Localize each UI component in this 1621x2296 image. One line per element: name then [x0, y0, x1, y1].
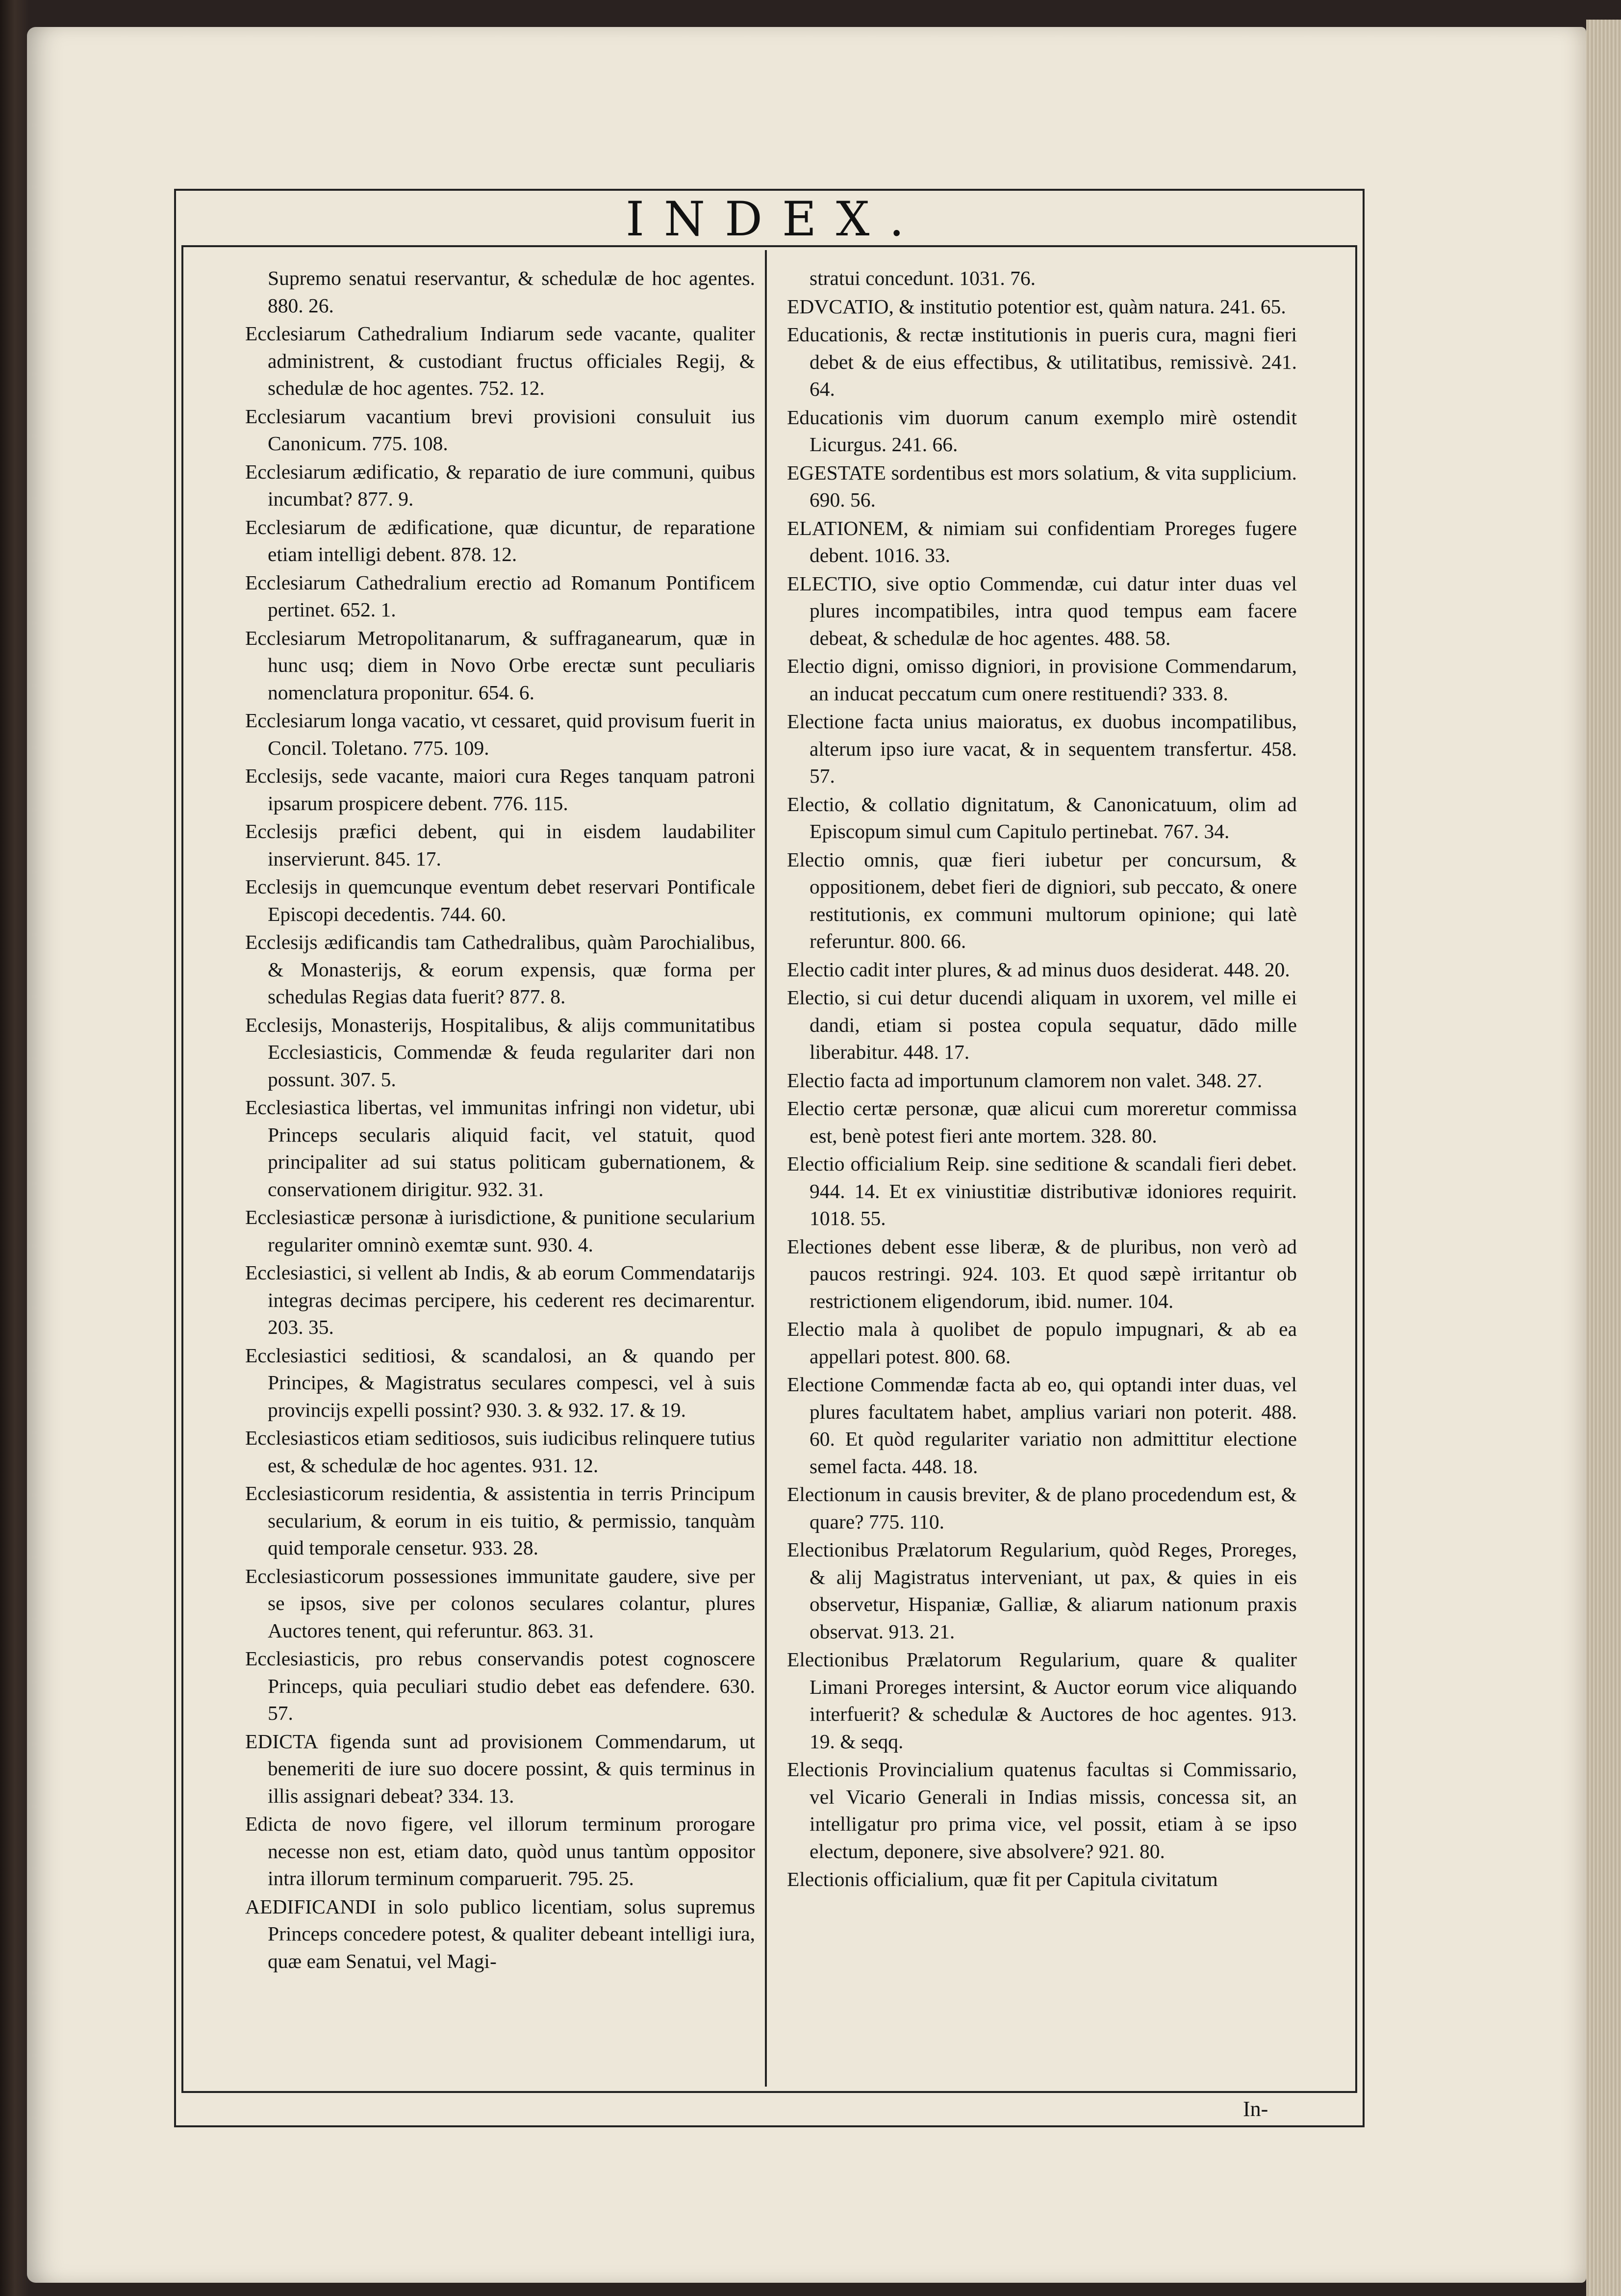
index-entry: Ecclesiarum vacantium brevi provisioni consuluit ius Canonicum. 775. 108.	[245, 405, 755, 455]
index-entry: Electio omnis, quæ fieri iubetur per concursum, & oppositionem, debet fieri de digniori, sub peccato, & onere restitutionis, ex communi multorum opinione; qui latè referuntur. 800. 66.	[787, 848, 1297, 952]
index-entry: EDICTA figenda sunt ad provisionem Commendarum, ut benemeriti de iure suo docere possint, & quis terminus in illis assignari debeat? 334. 13.	[245, 1730, 755, 1807]
index-entry: Ecclesijs, Monasterijs, Hospitalibus, & alijs communitatibus Ecclesiasticis, Commendæ & feuda regulariter dari non possunt. 307. 5.	[245, 1013, 755, 1091]
index-entry: Ecclesiastici seditiosi, & scandalosi, an & quando per Principes, & Magistratus seculares compesci, vel à suis provincijs expelli possint? 930. 3. & 932. 17. & 19.	[245, 1344, 755, 1421]
index-entry: Ecclesiarum ædificatio, & reparatio de iure communi, quibus incumbat? 877. 9.	[245, 460, 755, 510]
running-head: INDEX.	[626, 192, 924, 247]
index-entry: Ecclesiastica libertas, vel immunitas infringi non videtur, ubi Princeps secularis aliquid facit, vel statuit, quod principaliter ad sui status politicam gubernationem, & conservationem dirigitur. 932. 31.	[245, 1096, 755, 1200]
index-entry: Ecclesijs in quemcunque eventum debet reservari Pontificale Episcopi decedentis. 744. 60.	[245, 875, 755, 925]
index-entry: Electio cadit inter plures, & ad minus duos desiderat. 448. 20.	[787, 958, 1290, 981]
index-entry: ELATIONEM, & nimiam sui confidentiam Proreges fugere debent. 1016. 33.	[787, 516, 1297, 566]
index-entry: Ecclesiarum Cathedralium Indiarum sede vacante, qualiter administrent, & custodiant fructus officiales Regij, & schedulæ de hoc agentes. 752. 12.	[245, 322, 755, 399]
index-entry: EGESTATE sordentibus est mors solatium, & vita supplicium. 690. 56.	[787, 461, 1297, 511]
index-entry: Electione facta unius maioratus, ex duobus incompatilibus, alterum ipso iure vacat, & in sequentem transfertur. 458. 57.	[787, 710, 1297, 787]
catchword: In-	[1243, 2097, 1268, 2121]
index-entry: Ecclesiarum longa vacatio, vt cessaret, quid provisum fuerit in Concil. Toletano. 775. 109.	[245, 709, 755, 759]
page-fore-edge	[1586, 20, 1621, 2296]
index-entry: Ecclesiasticæ personæ à iurisdictione, & punitione secularium regulariter omninò exemtæ sunt. 930. 4.	[245, 1206, 755, 1256]
index-entry: Electionis Provincialium quatenus facultas si Commissario, vel Vicario Generali in Indias missis, concessa sit, an intelligatur pro prima vice, vel possit, etiam à se ipso electum, deponere, sive absolvere? 921. 80.	[787, 1758, 1297, 1862]
index-entry: Ecclesiarum Cathedralium erectio ad Romanum Pontificem pertinet. 652. 1.	[245, 571, 755, 621]
index-entry: ELECTIO, sive optio Commendæ, cui datur inter duas vel plures incompatibiles, intra quod tempus eam facere debeat, & schedulæ de hoc agentes. 488. 58.	[787, 572, 1297, 649]
index-entry: stratui concedunt. 1031. 76.	[810, 267, 1036, 289]
index-entry: Electionibus Prælatorum Regularium, quare & qualiter Limani Proreges intersint, & Auctor eorum vice aliquando interfuerit? & schedulæ & Auctores de hoc agentes. 913. 19. & seqq.	[787, 1648, 1297, 1753]
column-divider	[765, 250, 767, 2087]
index-entry: Electiones debent esse liberæ, & de pluribus, non verò ad paucos restringi. 924. 103. Et quod sæpè irritantur ob restrictionem eligendorum, ibid. numer. 104.	[787, 1235, 1297, 1312]
index-entry: Ecclesiarum Metropolitanarum, & suffraganearum, quæ in hunc usq; diem in Novo Orbe erectæ sunt peculiaris nomenclatura proponitur. 654. 6.	[245, 626, 755, 704]
left-index-column	[245, 265, 755, 2050]
index-entry: Supremo senatui reservantur, & schedulæ de hoc agentes. 880. 26.	[268, 267, 755, 317]
index-entry: Ecclesiastici, si vellent ab Indis, & ab eorum Commendatarijs integras decimas percipere, his cederent res decimarentur. 203. 35.	[245, 1261, 755, 1338]
index-entry: Ecclesiasticis, pro rebus conservandis potest cognoscere Princeps, quia peculiari studio debet eas defendere. 630. 57.	[245, 1647, 755, 1724]
index-entry: Electio digni, omisso digniori, in provisione Commendarum, an inducat peccatum cum onere restituendi? 333. 8.	[787, 655, 1297, 705]
index-entry: Electionibus Prælatorum Regularium, quòd Reges, Proreges, & alij Magistratus interveniant, ut pax, & quies in eis observetur, Hispaniæ, Galliæ, & aliarum nationum praxis observat. 913. 21.	[787, 1538, 1297, 1643]
right-index-column	[787, 265, 1297, 2050]
index-entry: Educationis, & rectæ institutionis in pueris cura, magni fieri debet & de eius effectibus, & utilitatibus, remissivè. 241. 64.	[787, 323, 1297, 400]
index-entry: Electio certæ personæ, quæ alicui cum moreretur commissa est, benè potest fieri ante mortem. 328. 80.	[787, 1097, 1297, 1147]
index-entry: Edicta de novo figere, vel illorum terminum prorogare necesse non est, etiam dato, quòd unus tantùm oppositor intra illorum terminum comparuerit. 795. 25.	[245, 1812, 755, 1889]
index-entry: Ecclesiasticorum residentia, & assistentia in terris Principum secularium, & eorum in eis tuitio, & permissio, tanquàm quid temporale censetur. 933. 28.	[245, 1482, 755, 1559]
index-entry: EDVCATIO, & institutio potentior est, quàm natura. 241. 65.	[787, 295, 1286, 318]
index-entry: Educationis vim duorum canum exemplo mirè ostendit Licurgus. 241. 66.	[787, 406, 1297, 456]
index-entry: Ecclesijs, sede vacante, maiori cura Reges tanquam patroni ipsarum prospicere debent. 776. 115.	[245, 765, 755, 815]
index-entry: Electio, & collatio dignitatum, & Canonicatuum, olim ad Episcopum simul cum Capitulo pertinebat. 767. 34.	[787, 792, 1297, 842]
index-entry: Electio mala à quolibet de populo impugnari, & ab ea appellari potest. 800. 68.	[787, 1318, 1297, 1368]
index-entry: Ecclesiasticorum possessiones immunitate gaudere, sive per se ipsos, sive per colonos seculares colantur, plures Auctores tenent, qui referuntur. 863. 31.	[245, 1564, 755, 1642]
index-entry: Electionis officialium, quæ fit per Capitula civitatum	[787, 1868, 1218, 1890]
index-entry: Electio, si cui detur ducendi aliquam in uxorem, vel mille ei dandi, etiam si postea copula sequatur, dādo mille liberabitur. 448. 17.	[787, 986, 1297, 1063]
index-entry: Electio officialium Reip. sine seditione & scandali fieri debet. 944. 14. Et ex viniustitiæ distributivæ idoniores requirit. 1018. 55.	[787, 1152, 1297, 1229]
index-entry: Electionum in causis breviter, & de plano procedendum est, & quare? 775. 110.	[787, 1483, 1297, 1533]
index-entry: Ecclesiasticos etiam seditiosos, suis iudicibus relinquere tutius est, & schedulæ de hoc agentes. 931. 12.	[245, 1427, 755, 1477]
index-entry: Ecclesijs ædificandis tam Cathedralibus, quàm Parochialibus, & Monasterijs, & eorum expensis, quæ forma per schedulas Regias data fuerit? 877. 8.	[245, 931, 755, 1008]
index-entry: Ecclesiarum de ædificatione, quæ dicuntur, de reparatione etiam intelligi debent. 878. 12.	[245, 515, 755, 565]
index-entry: Electio facta ad importunum clamorem non valet. 348. 27.	[787, 1069, 1263, 1092]
index-entry: AEDIFICANDI in solo publico licentiam, solus supremus Princeps concedere potest, & qualiter debeant intelligi iura, quæ eam Senatui, vel Magi-	[245, 1895, 755, 1972]
index-entry: Ecclesijs præfici debent, qui in eisdem laudabiliter inservierunt. 845. 17.	[245, 820, 755, 870]
index-entry: Electione Commendæ facta ab eo, qui optandi inter duas, vel plures facultatem habet, amplius variari non poterit. 488. 60. Et quòd regulariter variatio non admittitur electione semel facta. 448. 18.	[787, 1373, 1297, 1478]
